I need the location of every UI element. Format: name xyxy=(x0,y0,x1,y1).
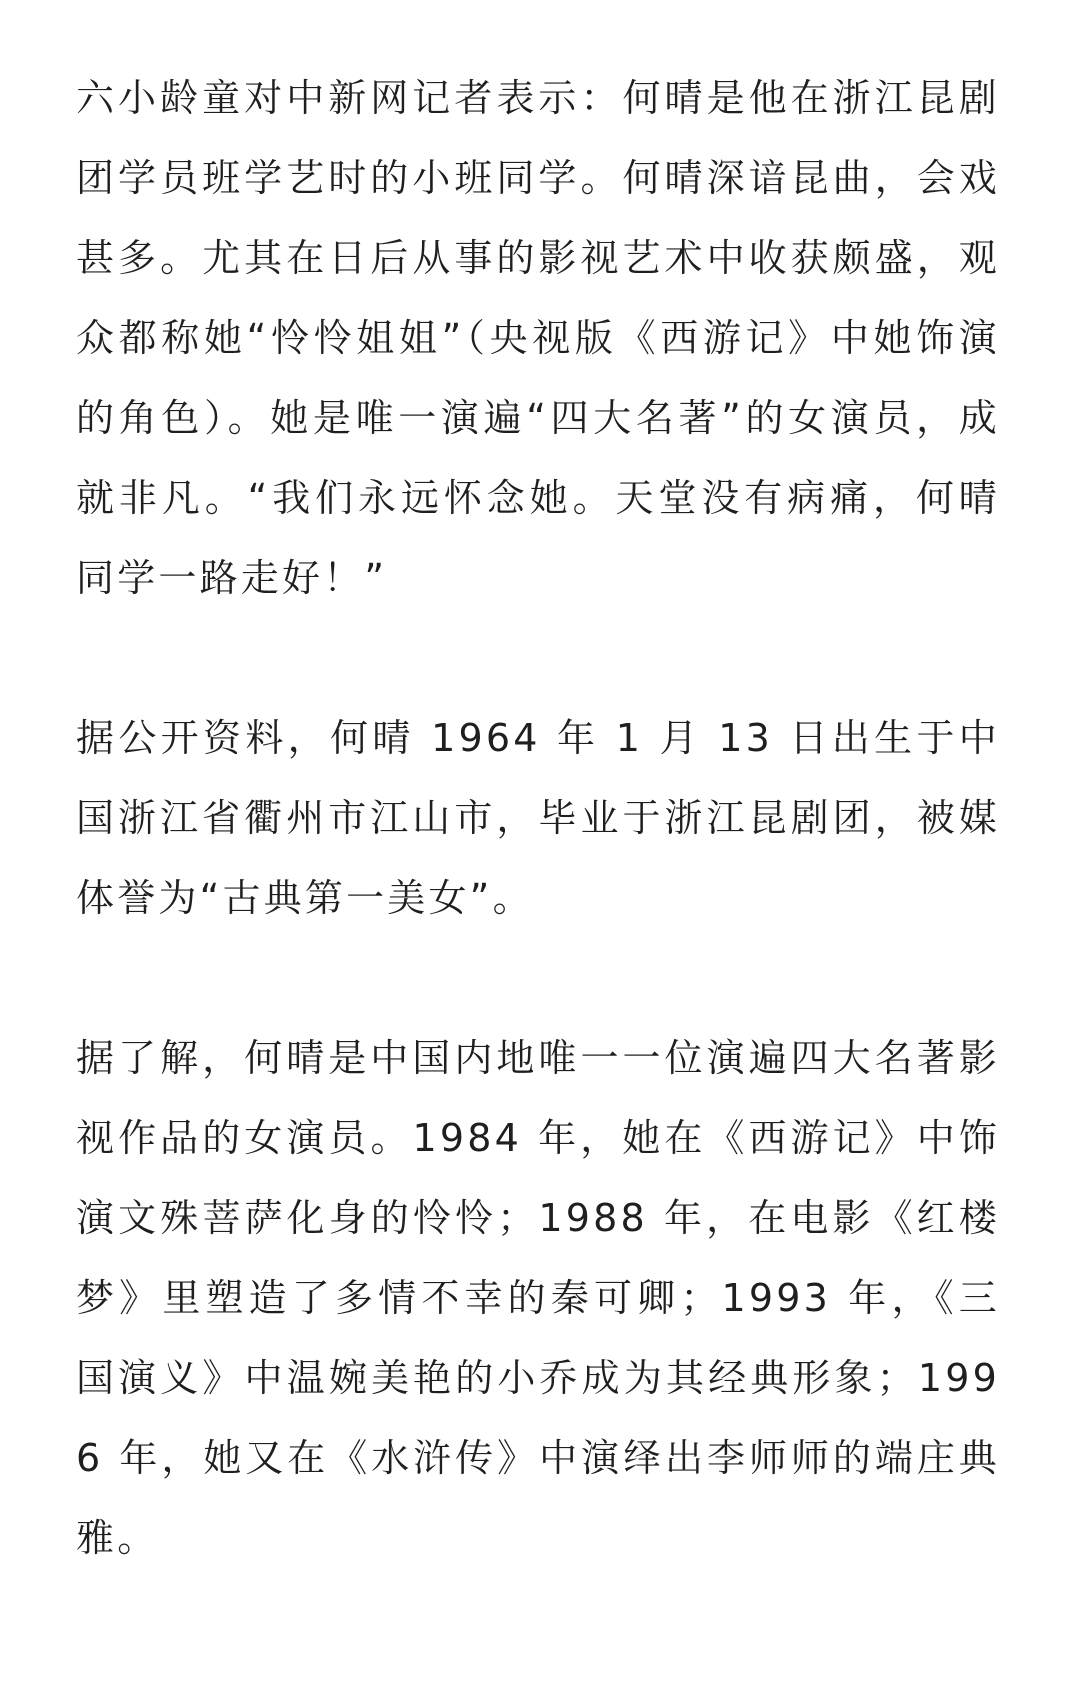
article-paragraph-3: 据了解，何晴是中国内地唯一一位演遍四大名著影视作品的女演员。1984 年，她在《西游记》中饰演文殊菩萨化身的怜怜；1988 年，在电影《红楼梦》里塑造了多情不幸的秦可卿；1993 年，《三国演义》中温婉美艳的小乔成为其经典形象；1996 年，她又在《水浒传》中演绎出李师师的端庄典雅。 xyxy=(76,1036,1000,1560)
article-paragraph-1: 六小龄童对中新网记者表示：何晴是他在浙江昆剧团学员班学艺时的小班同学。何晴深谙昆曲，会戏甚多。尤其在日后从事的影视艺术中收获颇盛，观众都称她“怜怜姐姐”（央视版《西游记》中她饰演的角色）。她是唯一演遍“四大名著”的女演员，成就非凡。“我们永远怀念她。天堂没有病痛，何晴同学一路走好！” xyxy=(76,76,1000,600)
article-paragraph-2: 据公开资料，何晴 1964 年 1 月 13 日出生于中国浙江省衢州市江山市，毕业于浙江昆剧团，被媒体誉为“古典第一美女”。 xyxy=(76,716,1000,920)
